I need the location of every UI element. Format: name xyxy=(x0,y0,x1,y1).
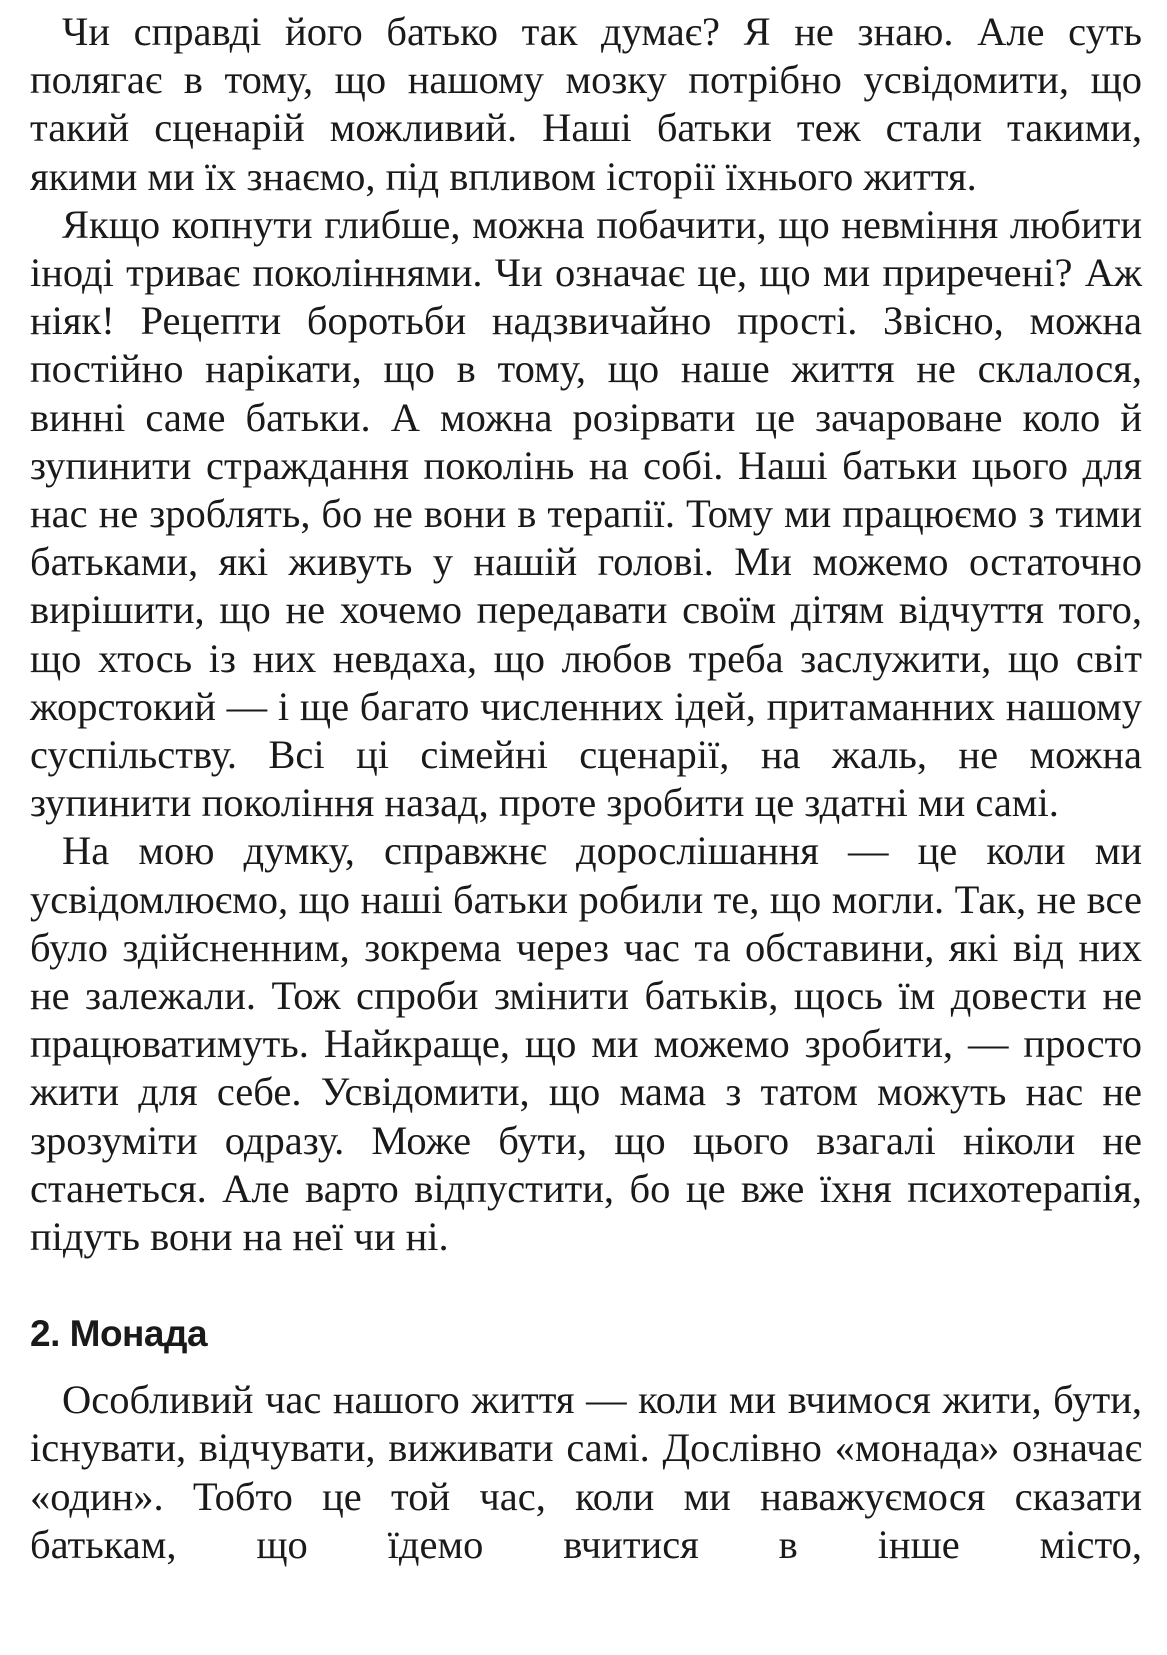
paragraph-3: На мою думку, справжнє дорослішання — це коли ми усвідомлюємо, що наші батьки робили те, що могли. Так, не все було здійсненним, зокрема через час та обставини, які від них не залежали. Тож спроби змінити батьків, щось їм довести не працюватимуть. Найкраще, що ми можемо зробити, — просто жити для себе. Усвідомити, що мама з татом можуть нас не зрозуміти одразу. Може бути, що цього взагалі ніколи не станеться. Але варто відпустити, бо це вже їхня психотерапія, підуть вони на неї чи ні. xyxy=(30,828,1142,1260)
paragraph-1: Чи справді його батько так думає? Я не знаю. Але суть полягає в тому, що нашому мозку потрібно усвідомити, що такий сценарій можливий. Наші батьки теж стали такими, якими ми їх знаємо, під впливом історії їхнього життя. xyxy=(30,9,1142,199)
book-page xyxy=(30,8,1142,1569)
section-heading: 2. Монада xyxy=(30,1313,208,1355)
paragraph-2: Якщо копнути глибше, можна побачити, що невміння любити іноді триває поколіннями. Чи означає це, що ми приречені? Аж ніяк! Рецепти боротьби надзвичайно прості. Звісно, можна постійно нарікати, що в тому, що наше життя не склалося, винні саме батьки. А можна розірвати це зачароване коло й зупинити страждання поколінь на собі. Наші батьки цього для нас не зроблять, бо не вони в терапії. Тому ми працюємо з тими батьками, які живуть у нашій голові. Ми можемо остаточно вирішити, що не хочемо передавати своїм дітям відчуття того, що хтось із них невдаха, що любов треба заслужити, що світ жорстокий — і ще багато численних ідей, притаманних нашому суспільству. Всі ці сімейні сценарії, на жаль, не можна зупинити покоління назад, проте зробити це здатні ми самі. xyxy=(30,201,1142,826)
paragraph-4: Особливий час нашого життя — коли ми вчимося жити, бути, існувати, відчувати, виживати самі. Дослівно «монада» означає «один». Тобто це той час, коли ми наважуємося сказати батькам, що їдемо вчитися в інше місто, xyxy=(30,1377,1142,1567)
